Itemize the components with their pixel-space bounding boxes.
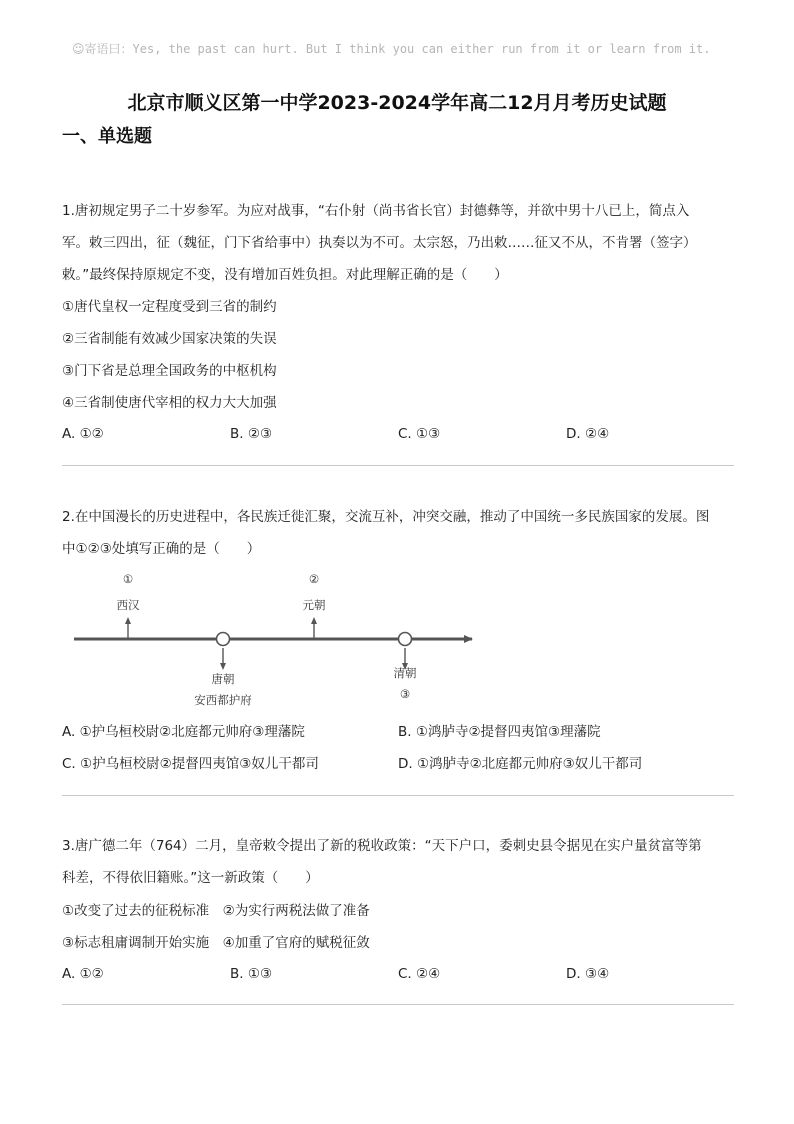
timeline-node bbox=[399, 633, 412, 646]
section-heading: 一、单选题 bbox=[62, 126, 152, 147]
divider bbox=[62, 465, 734, 466]
question-1-line-3: 敕。”最终保持原规定不变，没有增加百姓负担。对此理解正确的是（ ） bbox=[62, 267, 508, 283]
timeline-label-tang: 唐朝 bbox=[211, 672, 235, 686]
option-b[interactable]: B. ①鸿胪寺②提督四夷馆③理藩院 bbox=[398, 724, 601, 740]
question-1-statement-4: ④三省制使唐代宰相的权力大大加强 bbox=[62, 395, 277, 411]
smile-icon: ☺ bbox=[72, 42, 85, 56]
option-a[interactable]: A. ①② bbox=[62, 426, 104, 442]
question-1-statement-3: ③门下省是总理全国政务的中枢机构 bbox=[62, 363, 277, 379]
option-b[interactable]: B. ①③ bbox=[230, 966, 273, 982]
timeline-label-xihan: 西汉 bbox=[116, 598, 140, 612]
motto-text: 寄语曰：Yes, the past can hurt. But I think you can either run from it or learn from it. bbox=[84, 42, 711, 56]
question-1-statement-1: ①唐代皇权一定程度受到三省的制约 bbox=[62, 299, 277, 315]
timeline-marker-2: ② bbox=[308, 572, 320, 586]
motto-line bbox=[72, 40, 752, 57]
option-d[interactable]: D. ①鸿胪寺②北庭都元帅府③奴儿干都司 bbox=[398, 756, 643, 772]
timeline-label-yuan: 元朝 bbox=[302, 598, 326, 612]
option-d[interactable]: D. ②④ bbox=[566, 426, 610, 442]
question-2-line-2: 中①②③处填写正确的是（ ） bbox=[62, 541, 261, 557]
option-b[interactable]: B. ②③ bbox=[230, 426, 273, 442]
question-1-statement-2: ②三省制能有效减少国家决策的失误 bbox=[62, 331, 277, 347]
timeline-node bbox=[217, 633, 230, 646]
timeline-figure bbox=[62, 568, 502, 718]
option-d[interactable]: D. ③④ bbox=[566, 966, 610, 982]
question-2-line-1: 2.在中国漫长的历史进程中，各民族迁徙汇聚，交流互补，冲突交融，推动了中国统一多民族国家的发展。图 bbox=[62, 509, 710, 525]
question-3-line-1: 3.唐广德二年（764）二月，皇帝敕令提出了新的税收政策：“天下户口，委刺史县令据见在实户量贫富等第 bbox=[62, 838, 702, 854]
divider bbox=[62, 1004, 734, 1005]
question-1-line-1: 1.唐初规定男子二十岁参军。为应对战事，“右仆射（尚书省长官）封德彝等，并欲中男十八已上，简点入 bbox=[62, 203, 690, 219]
question-1-line-2: 军。敕三四出，征（魏征，门下省给事中）执奏以为不可。太宗怒，乃出敕……征又不从，不肯署（签字） bbox=[62, 235, 697, 251]
option-c[interactable]: C. ②④ bbox=[398, 966, 441, 982]
timeline-marker-3: ③ bbox=[399, 687, 411, 701]
option-c[interactable]: C. ①护乌桓校尉②提督四夷馆③奴儿干都司 bbox=[62, 756, 319, 772]
timeline-marker-1: ① bbox=[122, 572, 134, 586]
timeline-label-anxi: 安西都护府 bbox=[194, 693, 252, 707]
timeline-label-qing: 清朝 bbox=[393, 666, 417, 680]
option-a[interactable]: A. ①② bbox=[62, 966, 104, 982]
option-a[interactable]: A. ①护乌桓校尉②北庭都元帅府③理藩院 bbox=[62, 724, 305, 740]
timeline-svg bbox=[62, 568, 502, 718]
page-title: 北京市顺义区第一中学2023-2024学年高二12月月考历史试题 bbox=[127, 92, 667, 114]
option-c[interactable]: C. ①③ bbox=[398, 426, 441, 442]
divider bbox=[62, 795, 734, 796]
question-3-statements-2: ③标志租庸调制开始实施 ④加重了官府的赋税征敛 bbox=[62, 935, 370, 951]
question-3-statements-1: ①改变了过去的征税标准 ②为实行两税法做了准备 bbox=[62, 903, 370, 919]
question-3-line-2: 科差，不得依旧籍账。”这一新政策（ ） bbox=[62, 870, 319, 886]
